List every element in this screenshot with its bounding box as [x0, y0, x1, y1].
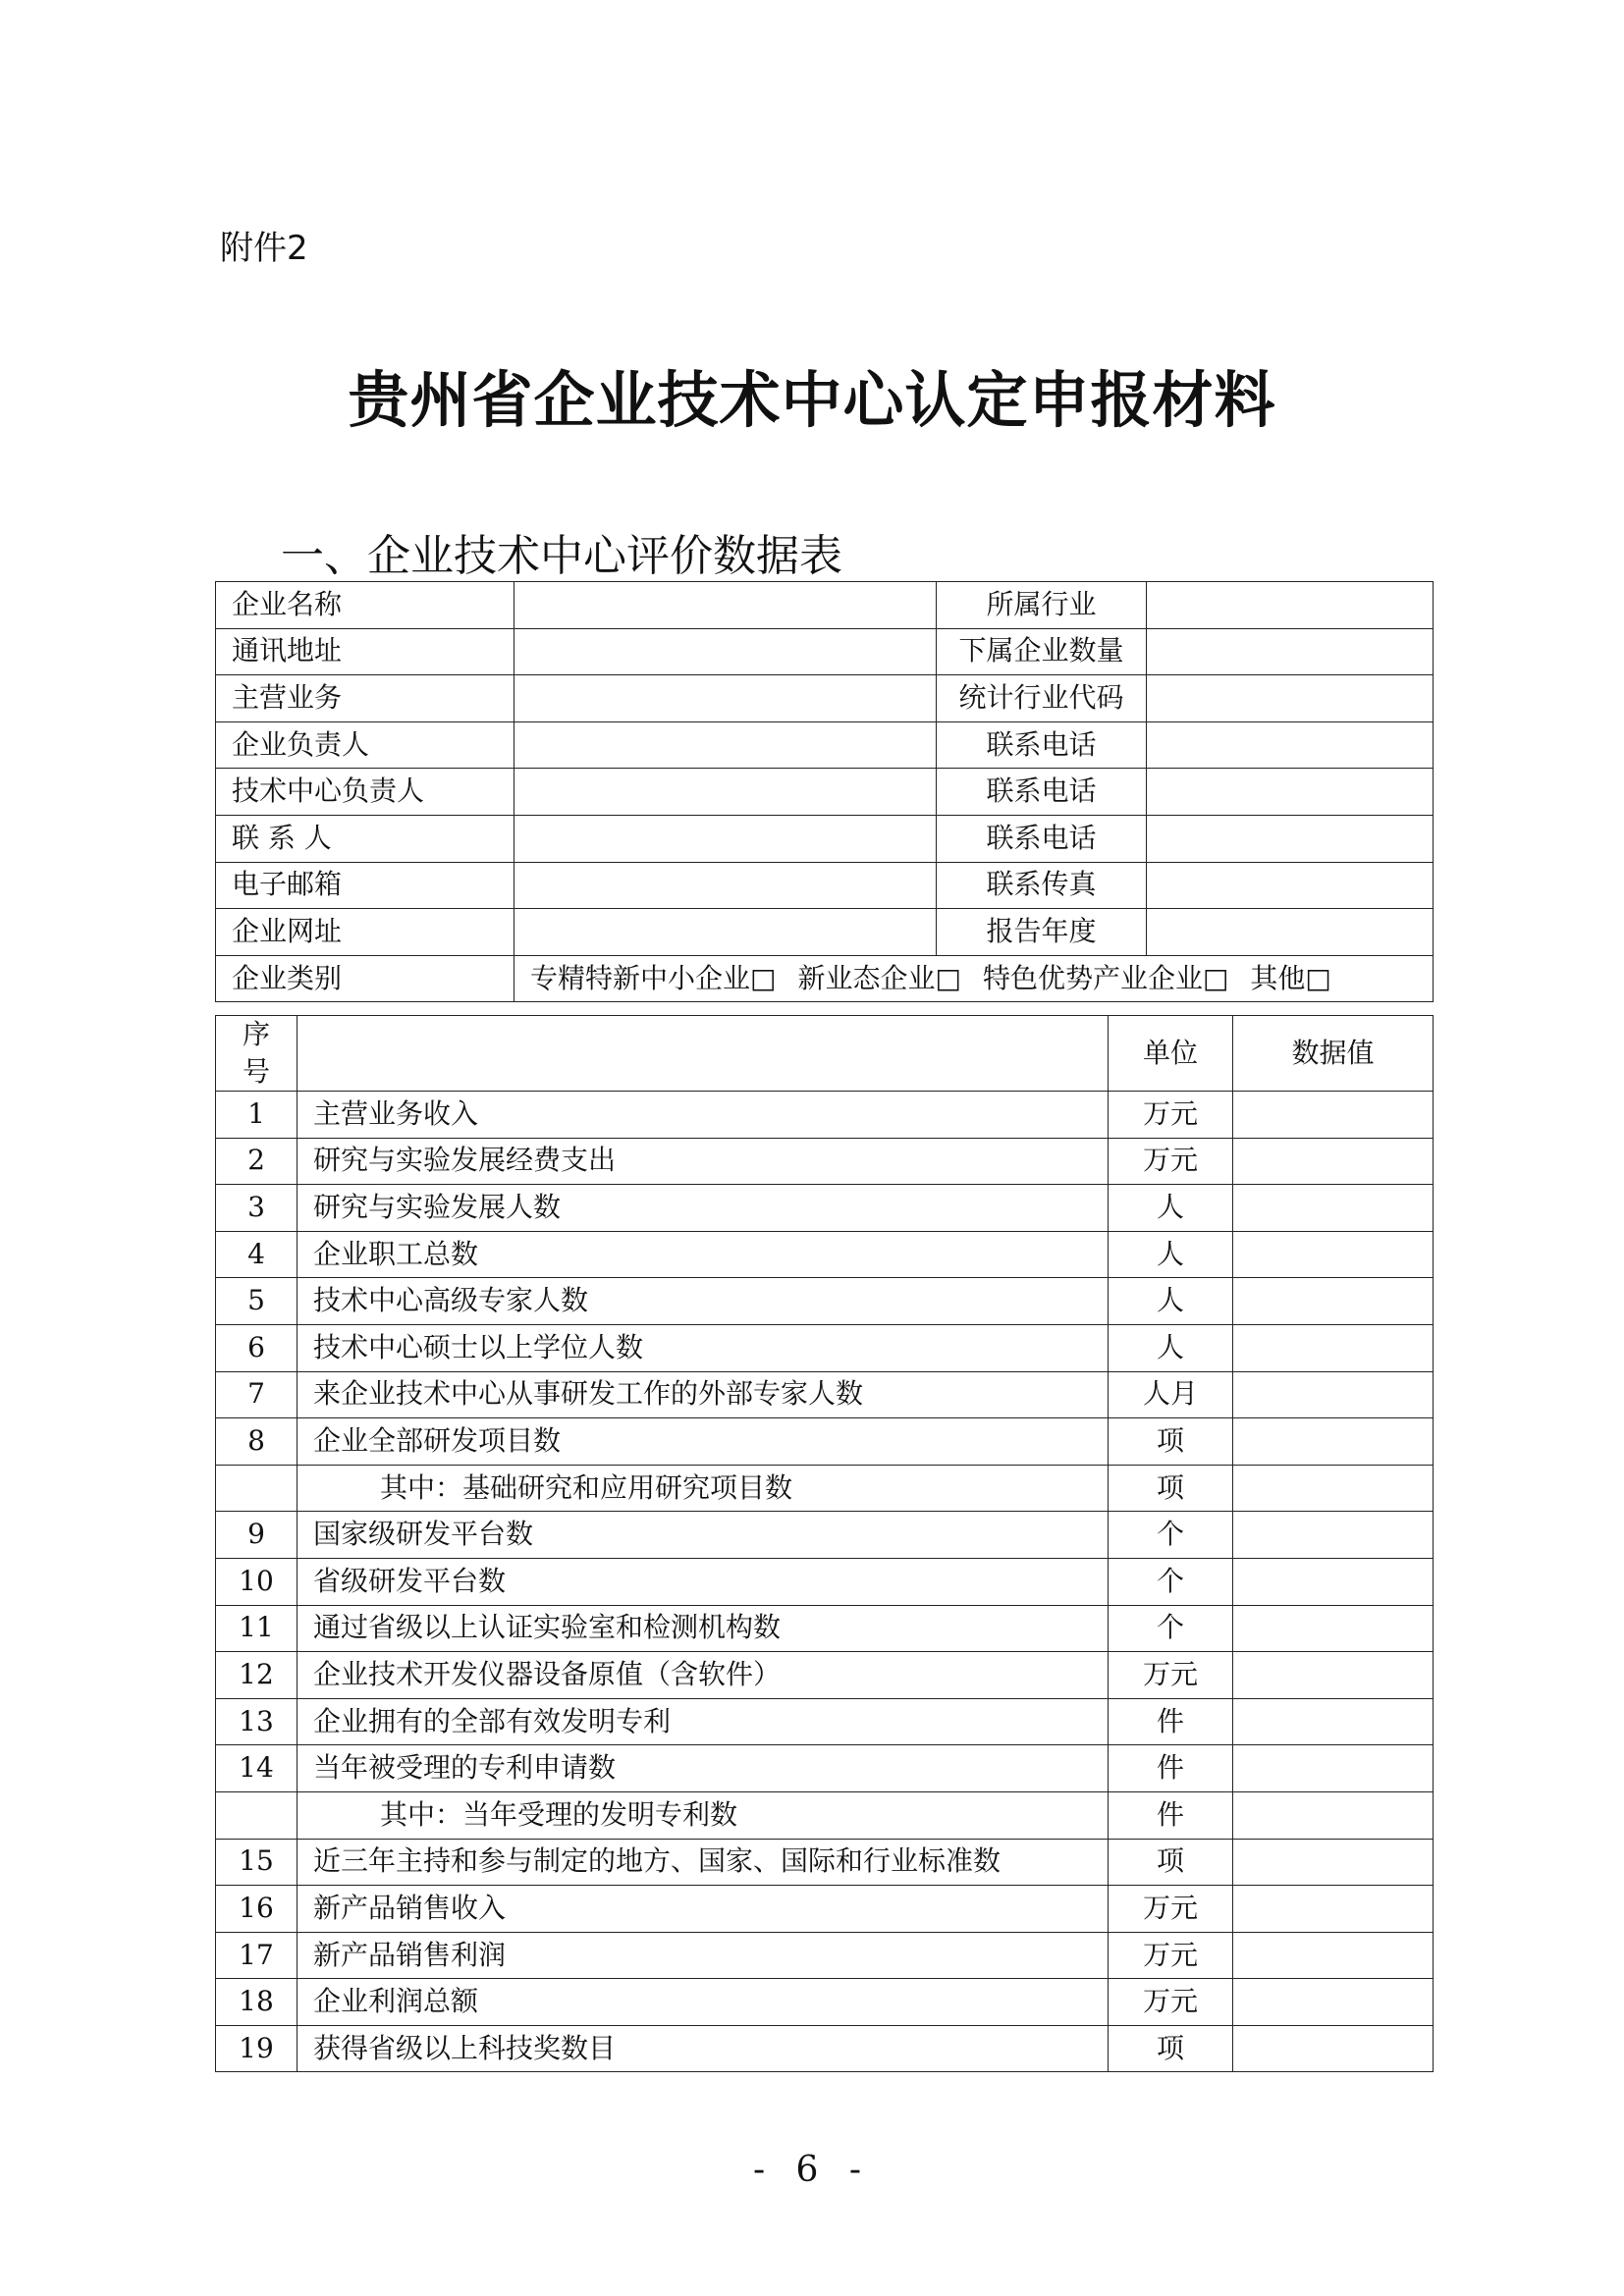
- table-row: [216, 1791, 1434, 1839]
- row-indicator-name: 技术中心硕士以上学位人数: [298, 1324, 1109, 1371]
- row-unit: 万元: [1109, 1092, 1233, 1139]
- info-row: [216, 862, 1434, 909]
- info-value-field[interactable]: [514, 909, 937, 956]
- table-row: [216, 1231, 1434, 1278]
- info-row: [216, 582, 1434, 629]
- row-value-field[interactable]: [1233, 1512, 1434, 1559]
- info-value-field[interactable]: [1147, 815, 1434, 862]
- table-row: [216, 1465, 1434, 1512]
- table-row: [216, 1886, 1434, 1933]
- info-value-field[interactable]: [514, 769, 937, 816]
- info-label: 下属企业数量: [937, 628, 1147, 675]
- info-value-field[interactable]: [1147, 909, 1434, 956]
- name-header: [298, 1016, 1109, 1092]
- row-seq: 13: [216, 1698, 298, 1745]
- info-value-field[interactable]: [514, 582, 937, 629]
- row-unit: 人: [1109, 1185, 1233, 1232]
- info-value-field[interactable]: [1147, 862, 1434, 909]
- row-indicator-name: 企业技术开发仪器设备原值（含软件）: [298, 1652, 1109, 1699]
- row-seq: 16: [216, 1886, 298, 1933]
- row-unit: 万元: [1109, 1886, 1233, 1933]
- info-label: 电子邮箱: [216, 862, 514, 909]
- row-seq: 17: [216, 1932, 298, 1979]
- info-value-field[interactable]: [514, 721, 937, 769]
- attachment-label: 附件2: [220, 229, 308, 268]
- evaluation-data-table: [215, 1015, 1434, 2072]
- row-unit: 项: [1109, 1839, 1233, 1886]
- row-seq: 14: [216, 1745, 298, 1792]
- seq-header-line1: 序: [242, 1018, 270, 1050]
- table-row: [216, 1652, 1434, 1699]
- category-option-checkbox[interactable]: 特色优势产业企业□: [982, 961, 1229, 994]
- section-title: 一、企业技术中心评价数据表: [281, 531, 842, 581]
- table-row: [216, 1745, 1434, 1792]
- category-label: 企业类别: [216, 955, 514, 1002]
- info-value-field[interactable]: [514, 675, 937, 722]
- category-row: [216, 955, 1434, 1002]
- row-value-field[interactable]: [1233, 1839, 1434, 1886]
- row-seq: 5: [216, 1278, 298, 1325]
- info-label: 企业负责人: [216, 721, 514, 769]
- info-label: 统计行业代码: [937, 675, 1147, 722]
- row-unit: 人: [1109, 1278, 1233, 1325]
- row-value-field[interactable]: [1233, 1698, 1434, 1745]
- row-indicator-name: 企业拥有的全部有效发明专利: [298, 1698, 1109, 1745]
- info-row: [216, 628, 1434, 675]
- info-label: 联系电话: [937, 721, 1147, 769]
- table-row: [216, 1418, 1434, 1466]
- info-label: 报告年度: [937, 909, 1147, 956]
- seq-header: [216, 1016, 298, 1092]
- info-value-field[interactable]: [1147, 675, 1434, 722]
- row-indicator-name: 新产品销售收入: [298, 1886, 1109, 1933]
- info-value-field[interactable]: [514, 815, 937, 862]
- row-unit: 万元: [1109, 1979, 1233, 2026]
- row-value-field[interactable]: [1233, 1231, 1434, 1278]
- row-indicator-name: 其中：当年受理的发明专利数: [298, 1791, 1109, 1839]
- table-row: [216, 1839, 1434, 1886]
- row-value-field[interactable]: [1233, 1185, 1434, 1232]
- enterprise-info-table: [215, 581, 1434, 1002]
- info-label: 通讯地址: [216, 628, 514, 675]
- row-indicator-name: 通过省级以上认证实验室和检测机构数: [298, 1605, 1109, 1652]
- row-unit: 个: [1109, 1605, 1233, 1652]
- table-row: [216, 1932, 1434, 1979]
- row-indicator-name: 研究与实验发展经费支出: [298, 1138, 1109, 1185]
- row-seq: [216, 1465, 298, 1512]
- row-indicator-name: 获得省级以上科技奖数目: [298, 2025, 1109, 2072]
- row-unit: 项: [1109, 1465, 1233, 1512]
- row-unit: 项: [1109, 2025, 1233, 2072]
- row-value-field[interactable]: [1233, 1652, 1434, 1699]
- row-value-field[interactable]: [1233, 1418, 1434, 1466]
- row-indicator-name: 主营业务收入: [298, 1092, 1109, 1139]
- row-seq: 2: [216, 1138, 298, 1185]
- row-seq: 8: [216, 1418, 298, 1466]
- row-unit: 个: [1109, 1558, 1233, 1605]
- seq-header-line2: 号: [242, 1055, 270, 1088]
- row-value-field[interactable]: [1233, 1324, 1434, 1371]
- table-row: [216, 1185, 1434, 1232]
- table-row: [216, 1979, 1434, 2026]
- info-label: 企业名称: [216, 582, 514, 629]
- row-value-field[interactable]: [1233, 1932, 1434, 1979]
- row-indicator-name: 来企业技术中心从事研发工作的外部专家人数: [298, 1371, 1109, 1418]
- row-value-field[interactable]: [1233, 1979, 1434, 2026]
- row-value-field[interactable]: [1233, 1092, 1434, 1139]
- row-value-field[interactable]: [1233, 1886, 1434, 1933]
- row-seq: 10: [216, 1558, 298, 1605]
- page-number: - 6 -: [752, 2150, 872, 2190]
- row-indicator-name: 近三年主持和参与制定的地方、国家、国际和行业标准数: [298, 1839, 1109, 1886]
- table-row: [216, 2025, 1434, 2072]
- category-option-checkbox[interactable]: 专精特新中小企业□: [530, 961, 777, 994]
- row-unit: 人: [1109, 1324, 1233, 1371]
- row-unit: 项: [1109, 1418, 1233, 1466]
- table-row: [216, 1698, 1434, 1745]
- info-row: [216, 721, 1434, 769]
- info-label: 联系传真: [937, 862, 1147, 909]
- row-unit: 个: [1109, 1512, 1233, 1559]
- row-value-field[interactable]: [1233, 1558, 1434, 1605]
- row-value-field[interactable]: [1233, 1745, 1434, 1792]
- info-value-field[interactable]: [1147, 582, 1434, 629]
- info-label: 企业网址: [216, 909, 514, 956]
- table-row: [216, 1324, 1434, 1371]
- info-row: [216, 675, 1434, 722]
- row-unit: 人月: [1109, 1371, 1233, 1418]
- row-unit: 件: [1109, 1791, 1233, 1839]
- info-label: 联 系 人: [216, 815, 514, 862]
- row-value-field[interactable]: [1233, 1791, 1434, 1839]
- info-value-field[interactable]: [1147, 769, 1434, 816]
- row-seq: 15: [216, 1839, 298, 1886]
- table-row: [216, 1278, 1434, 1325]
- row-value-field[interactable]: [1233, 2025, 1434, 2072]
- unit-header: 单位: [1109, 1016, 1233, 1092]
- table-row: [216, 1558, 1434, 1605]
- row-indicator-name: 省级研发平台数: [298, 1558, 1109, 1605]
- table-row: [216, 1512, 1434, 1559]
- row-indicator-name: 其中：基础研究和应用研究项目数: [298, 1465, 1109, 1512]
- row-seq: 6: [216, 1324, 298, 1371]
- row-seq: 1: [216, 1092, 298, 1139]
- info-value-field[interactable]: [514, 628, 937, 675]
- row-seq: 7: [216, 1371, 298, 1418]
- row-unit: 万元: [1109, 1932, 1233, 1979]
- table-row: [216, 1605, 1434, 1652]
- row-value-field[interactable]: [1233, 1278, 1434, 1325]
- category-option-checkbox[interactable]: 新业态企业□: [797, 961, 961, 994]
- row-unit: 万元: [1109, 1652, 1233, 1699]
- row-value-field[interactable]: [1233, 1465, 1434, 1512]
- info-label: 所属行业: [937, 582, 1147, 629]
- row-seq: 4: [216, 1231, 298, 1278]
- info-label: 联系电话: [937, 769, 1147, 816]
- row-indicator-name: 企业职工总数: [298, 1231, 1109, 1278]
- category-option-checkbox[interactable]: 其他□: [1250, 961, 1331, 994]
- row-indicator-name: 当年被受理的专利申请数: [298, 1745, 1109, 1792]
- row-indicator-name: 企业全部研发项目数: [298, 1418, 1109, 1466]
- row-seq: 3: [216, 1185, 298, 1232]
- info-label: 联系电话: [937, 815, 1147, 862]
- row-seq: 19: [216, 2025, 298, 2072]
- document-title: 贵州省企业技术中心认定申报材料: [348, 364, 1276, 436]
- row-indicator-name: 新产品销售利润: [298, 1932, 1109, 1979]
- row-value-field[interactable]: [1233, 1371, 1434, 1418]
- row-value-field[interactable]: [1233, 1605, 1434, 1652]
- row-seq: 12: [216, 1652, 298, 1699]
- info-value-field[interactable]: [514, 862, 937, 909]
- table-header-row: [216, 1016, 1434, 1092]
- value-header: 数据值: [1233, 1016, 1434, 1092]
- row-unit: 万元: [1109, 1138, 1233, 1185]
- row-indicator-name: 技术中心高级专家人数: [298, 1278, 1109, 1325]
- row-seq: 11: [216, 1605, 298, 1652]
- row-indicator-name: 企业利润总额: [298, 1979, 1109, 2026]
- info-value-field[interactable]: [1147, 721, 1434, 769]
- table-row: [216, 1092, 1434, 1139]
- row-unit: 件: [1109, 1698, 1233, 1745]
- row-seq: [216, 1791, 298, 1839]
- row-seq: 18: [216, 1979, 298, 2026]
- row-indicator-name: 研究与实验发展人数: [298, 1185, 1109, 1232]
- info-label: 技术中心负责人: [216, 769, 514, 816]
- row-indicator-name: 国家级研发平台数: [298, 1512, 1109, 1559]
- table-row: [216, 1371, 1434, 1418]
- info-value-field[interactable]: [1147, 628, 1434, 675]
- table-row: [216, 1138, 1434, 1185]
- info-row: [216, 909, 1434, 956]
- row-unit: 人: [1109, 1231, 1233, 1278]
- info-row: [216, 769, 1434, 816]
- row-seq: 9: [216, 1512, 298, 1559]
- row-unit: 件: [1109, 1745, 1233, 1792]
- info-row: [216, 815, 1434, 862]
- info-label: 主营业务: [216, 675, 514, 722]
- category-options: [514, 955, 1434, 1002]
- row-value-field[interactable]: [1233, 1138, 1434, 1185]
